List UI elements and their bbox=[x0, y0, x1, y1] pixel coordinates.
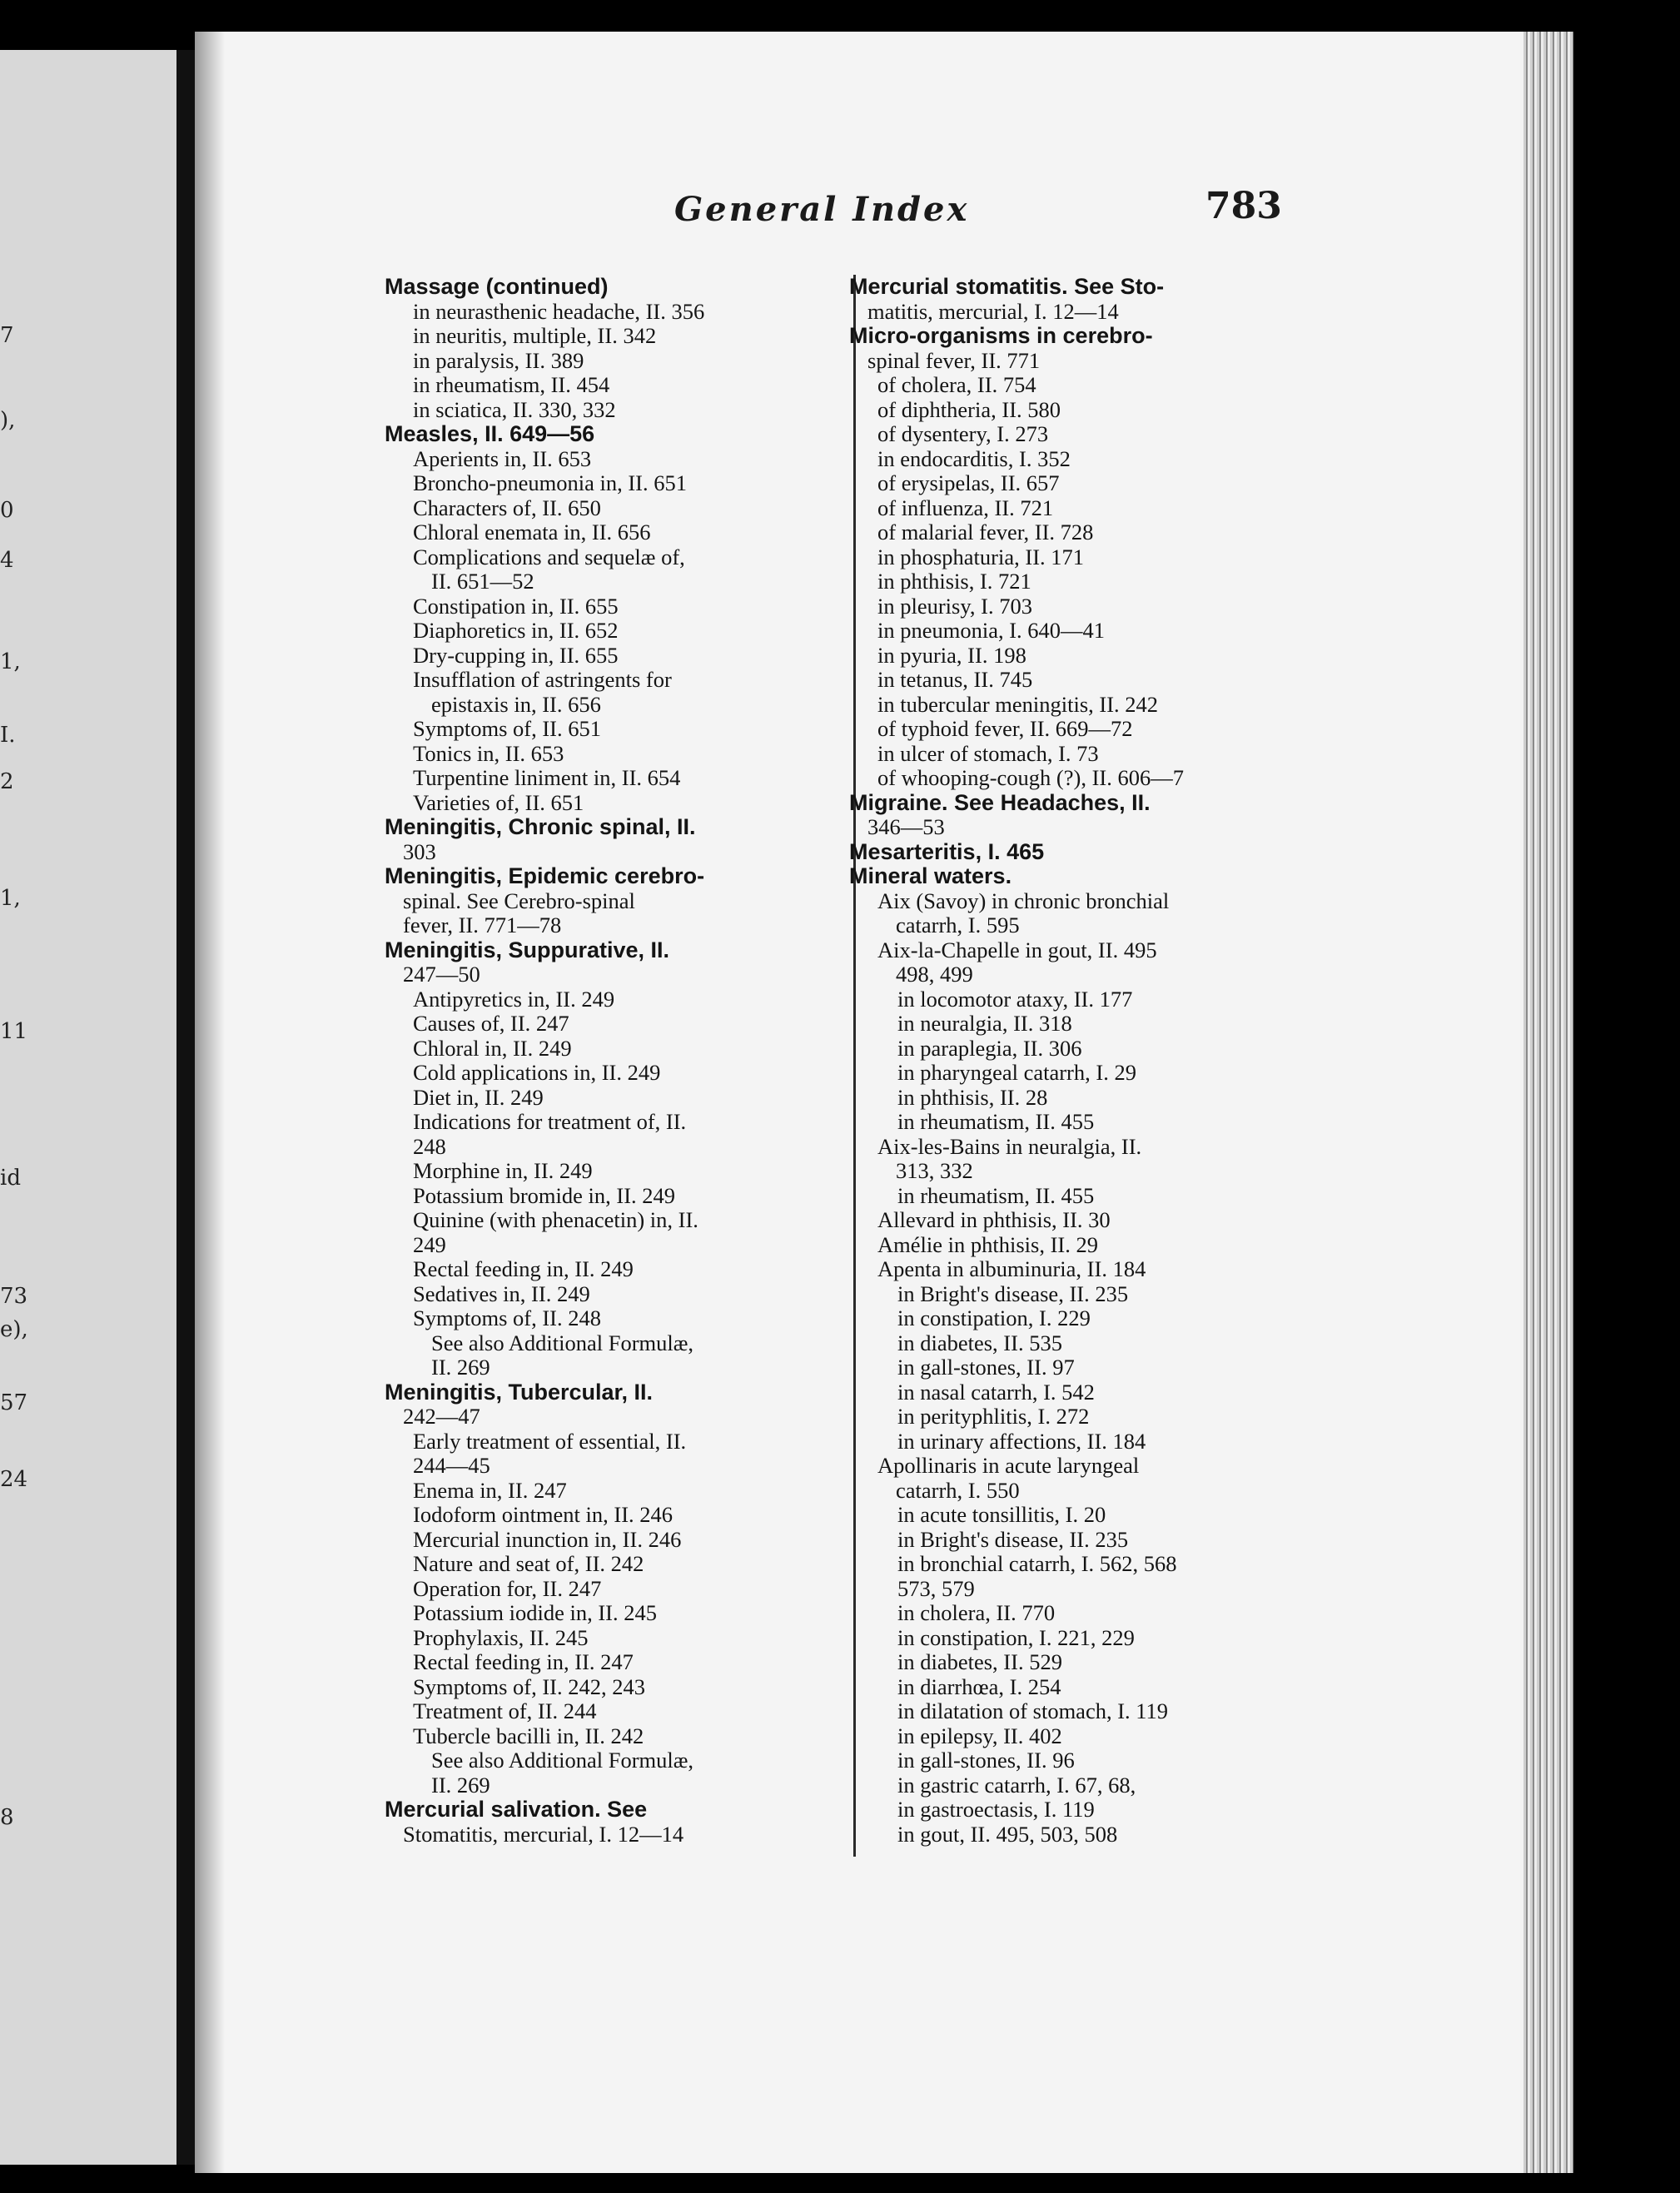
index-entry: Symptoms of, II. 651 bbox=[413, 716, 601, 741]
index-entry: of cholera, II. 754 bbox=[877, 372, 1036, 397]
index-entry: Potassium bromide in, II. 249 bbox=[413, 1182, 676, 1208]
index-entry: Causes of, II. 247 bbox=[413, 1011, 569, 1036]
index-entry: in neurasthenic headache, II. 356 bbox=[413, 298, 705, 324]
index-entry: 346—53 bbox=[867, 814, 945, 839]
index-entry: in epilepsy, II. 402 bbox=[897, 1723, 1062, 1748]
index-entry: Aperients in, II. 653 bbox=[413, 445, 592, 471]
index-entry: in gastroectasis, I. 119 bbox=[897, 1797, 1095, 1822]
index-entry: in paraplegia, II. 306 bbox=[897, 1035, 1082, 1061]
index-heading: Migraine. See Headaches, II. bbox=[849, 789, 1151, 815]
facing-page-fragment: 7 bbox=[0, 323, 14, 348]
page-number: 783 bbox=[1205, 185, 1282, 227]
index-entry: Rectal feeding in, II. 249 bbox=[413, 1256, 634, 1281]
index-entry: Sedatives in, II. 249 bbox=[413, 1280, 590, 1306]
index-heading: Massage (continued) bbox=[385, 274, 609, 299]
index-entry: 247—50 bbox=[403, 962, 480, 987]
index-entry: Allevard in phthisis, II. 30 bbox=[877, 1207, 1111, 1232]
index-entry: II. 651—52 bbox=[431, 569, 534, 594]
index-heading: Meningitis, Suppurative, II. bbox=[385, 937, 670, 962]
index-entry: of typhoid fever, II. 669—72 bbox=[877, 716, 1133, 741]
index-entry: spinal fever, II. 771 bbox=[867, 347, 1041, 373]
index-entry: Varieties of, II. 651 bbox=[413, 789, 584, 815]
index-entry: Cold applications in, II. 249 bbox=[413, 1060, 661, 1085]
index-entry: in rheumatism, II. 454 bbox=[413, 372, 610, 397]
index-entry: in locomotor ataxy, II. 177 bbox=[897, 986, 1133, 1012]
index-entry: II. 269 bbox=[431, 1355, 490, 1380]
index-entry: 248 bbox=[413, 1133, 446, 1159]
index-heading: Measles, II. 649—56 bbox=[385, 421, 595, 446]
index-entry: Insufflation of astringents for bbox=[413, 667, 672, 692]
index-entry: fever, II. 771—78 bbox=[403, 913, 562, 937]
index-entry: in sciatica, II. 330, 332 bbox=[413, 396, 616, 422]
index-entry: in neuritis, multiple, II. 342 bbox=[413, 323, 657, 348]
index-entry: in pleurisy, I. 703 bbox=[877, 593, 1032, 619]
index-entry: in gall-stones, II. 96 bbox=[897, 1748, 1075, 1773]
page-edges bbox=[1523, 32, 1573, 2173]
index-entry: Symptoms of, II. 242, 243 bbox=[413, 1673, 645, 1699]
index-heading: Mesarteritis, I. 465 bbox=[849, 838, 1045, 864]
index-entry: Iodoform ointment in, II. 246 bbox=[413, 1502, 673, 1527]
index-entry: in ulcer of stomach, I. 73 bbox=[877, 740, 1099, 766]
index-entry: Amélie in phthisis, II. 29 bbox=[877, 1231, 1098, 1257]
index-heading: Mercurial salivation. See bbox=[385, 1797, 648, 1822]
facing-page-fragment: ), bbox=[0, 408, 16, 433]
index-heading: Micro-organisms in cerebro- bbox=[849, 323, 1153, 348]
index-entry: 244—45 bbox=[413, 1453, 490, 1478]
index-heading: Mineral waters. bbox=[849, 863, 1012, 888]
index-entry: spinal. See Cerebro-spinal bbox=[403, 888, 635, 913]
index-entry: Chloral enemata in, II. 656 bbox=[413, 520, 651, 545]
index-entry: in Bright's disease, II. 235 bbox=[897, 1280, 1129, 1306]
index-entry: Indications for treatment of, II. bbox=[413, 1109, 687, 1134]
index-entry: 498, 499 bbox=[896, 962, 973, 987]
index-entry: in phosphaturia, II. 171 bbox=[877, 544, 1085, 569]
facing-page-fragment: 73 bbox=[0, 1284, 28, 1309]
index-entry: Apenta in albuminuria, II. 184 bbox=[877, 1256, 1146, 1281]
index-entry: in gall-stones, II. 97 bbox=[897, 1355, 1075, 1380]
index-entry: Diaphoretics in, II. 652 bbox=[413, 618, 619, 643]
index-entry: Aix (Savoy) in chronic bronchial bbox=[877, 888, 1170, 913]
facing-page bbox=[0, 50, 193, 2165]
index-entry: in gout, II. 495, 503, 508 bbox=[897, 1821, 1118, 1847]
facing-page-fragment: e), bbox=[0, 1317, 28, 1342]
facing-page-fragment: 1, bbox=[0, 886, 21, 911]
index-heading: Meningitis, Epidemic cerebro- bbox=[385, 863, 705, 888]
index-entry: Morphine in, II. 249 bbox=[413, 1158, 593, 1183]
index-heading: Meningitis, Chronic spinal, II. bbox=[385, 814, 696, 839]
index-entry: See also Additional Formulæ, bbox=[431, 1748, 694, 1773]
index-entry: in phthisis, II. 28 bbox=[897, 1084, 1048, 1110]
index-entry: 573, 579 bbox=[897, 1575, 975, 1601]
index-entry: Potassium iodide in, II. 245 bbox=[413, 1600, 657, 1625]
index-heading: Meningitis, Tubercular, II. bbox=[385, 1379, 654, 1405]
index-entry: Diet in, II. 249 bbox=[413, 1084, 544, 1110]
facing-page-fragment: 11 bbox=[0, 1019, 28, 1044]
index-entry: in endocarditis, I. 352 bbox=[877, 445, 1071, 471]
index-entry: See also Additional Formulæ, bbox=[431, 1330, 694, 1355]
facing-page-fragment: I. bbox=[0, 723, 16, 748]
index-entry: in gastric catarrh, I. 67, 68, bbox=[897, 1772, 1136, 1798]
facing-page-fragment: 0 bbox=[0, 498, 14, 523]
index-entry: matitis, mercurial, I. 12—14 bbox=[867, 298, 1119, 324]
index-entry: Prophylaxis, II. 245 bbox=[413, 1624, 589, 1650]
facing-page-fragment: 57 bbox=[0, 1390, 28, 1415]
index-entry: in nasal catarrh, I. 542 bbox=[897, 1379, 1095, 1405]
index-entry: 249 bbox=[413, 1231, 446, 1257]
index-entry: Chloral in, II. 249 bbox=[413, 1035, 572, 1061]
index-column-right bbox=[849, 275, 1315, 1847]
index-entry: epistaxis in, II. 656 bbox=[431, 691, 601, 717]
index-entry: in constipation, I. 221, 229 bbox=[897, 1624, 1135, 1650]
index-entry: in rheumatism, II. 455 bbox=[897, 1109, 1095, 1134]
index-entry: of influenza, II. 721 bbox=[877, 495, 1054, 520]
index-entry: Characters of, II. 650 bbox=[413, 495, 601, 520]
index-entry: in diarrhœa, I. 254 bbox=[897, 1673, 1061, 1699]
facing-page-fragment: 8 bbox=[0, 1805, 14, 1830]
index-entry: in diabetes, II. 529 bbox=[897, 1649, 1062, 1674]
running-head: General Index bbox=[674, 190, 970, 229]
index-entry: in constipation, I. 229 bbox=[897, 1305, 1091, 1330]
index-entry: Mercurial inunction in, II. 246 bbox=[413, 1526, 682, 1552]
index-entry: in pyuria, II. 198 bbox=[877, 642, 1026, 668]
index-entry: Tonics in, II. 653 bbox=[413, 740, 564, 766]
index-entry: 242—47 bbox=[403, 1404, 480, 1429]
facing-page-edge bbox=[176, 50, 195, 2165]
facing-page-fragment: id bbox=[0, 1166, 21, 1191]
index-entry: Quinine (with phenacetin) in, II. bbox=[413, 1207, 698, 1232]
index-entry: in tubercular meningitis, II. 242 bbox=[877, 691, 1159, 717]
index-entry: Rectal feeding in, II. 247 bbox=[413, 1649, 634, 1674]
index-entry: in phthisis, I. 721 bbox=[877, 569, 1031, 594]
index-entry: Treatment of, II. 244 bbox=[413, 1698, 597, 1723]
index-entry: 303 bbox=[403, 838, 436, 864]
index-entry: in paralysis, II. 389 bbox=[413, 347, 584, 373]
facing-page-fragment: 1, bbox=[0, 649, 21, 674]
index-entry: of malarial fever, II. 728 bbox=[877, 520, 1094, 545]
index-entry: of diphtheria, II. 580 bbox=[877, 396, 1061, 422]
index-entry: Constipation in, II. 655 bbox=[413, 593, 619, 619]
facing-page-fragment: 2 bbox=[0, 769, 14, 794]
index-entry: in pharyngeal catarrh, I. 29 bbox=[897, 1060, 1136, 1085]
index-entry: in cholera, II. 770 bbox=[897, 1600, 1056, 1625]
facing-page-fragment: 4 bbox=[0, 548, 14, 573]
index-entry: Aix-la-Chapelle in gout, II. 495 bbox=[877, 937, 1157, 962]
gutter-shadow bbox=[195, 32, 225, 2173]
index-heading: Mercurial stomatitis. See Sto- bbox=[849, 274, 1165, 299]
index-entry: 313, 332 bbox=[896, 1158, 973, 1183]
index-entry: in neuralgia, II. 318 bbox=[897, 1011, 1072, 1036]
index-entry: of erysipelas, II. 657 bbox=[877, 470, 1060, 495]
index-entry: Early treatment of essential, II. bbox=[413, 1428, 687, 1454]
index-entry: catarrh, I. 550 bbox=[896, 1477, 1020, 1503]
index-entry: of dysentery, I. 273 bbox=[877, 421, 1049, 446]
index-entry: Antipyretics in, II. 249 bbox=[413, 986, 615, 1012]
index-entry: of whooping-cough (?), II. 606—7 bbox=[877, 765, 1184, 790]
index-entry: Nature and seat of, II. 242 bbox=[413, 1551, 644, 1576]
index-entry: Broncho-pneumonia in, II. 651 bbox=[413, 470, 687, 495]
index-column-left bbox=[385, 275, 834, 1847]
index-entry: Complications and sequelæ of, bbox=[413, 544, 685, 569]
index-entry: Symptoms of, II. 248 bbox=[413, 1305, 601, 1330]
index-entry: Turpentine liniment in, II. 654 bbox=[413, 765, 681, 790]
index-entry: in rheumatism, II. 455 bbox=[897, 1182, 1095, 1208]
facing-page-fragment: 24 bbox=[0, 1467, 28, 1492]
index-entry: in acute tonsillitis, I. 20 bbox=[897, 1502, 1106, 1527]
index-entry: in perityphlitis, I. 272 bbox=[897, 1404, 1090, 1429]
index-entry: II. 269 bbox=[431, 1772, 490, 1798]
index-entry: in tetanus, II. 745 bbox=[877, 667, 1033, 692]
index-entry: Apollinaris in acute laryngeal bbox=[877, 1453, 1140, 1478]
index-entry: in dilatation of stomach, I. 119 bbox=[897, 1698, 1169, 1723]
index-entry: in pneumonia, I. 640—41 bbox=[877, 618, 1106, 643]
index-entry: Tubercle bacilli in, II. 242 bbox=[413, 1723, 644, 1748]
index-entry: Dry-cupping in, II. 655 bbox=[413, 642, 619, 668]
index-entry: Stomatitis, mercurial, I. 12—14 bbox=[403, 1821, 684, 1847]
index-entry: Operation for, II. 247 bbox=[413, 1575, 602, 1601]
index-entry: in bronchial catarrh, I. 562, 568 bbox=[897, 1551, 1177, 1576]
index-entry: in diabetes, II. 535 bbox=[897, 1330, 1062, 1355]
index-entry: Enema in, II. 247 bbox=[413, 1477, 567, 1503]
index-entry: in urinary affections, II. 184 bbox=[897, 1428, 1146, 1454]
index-entry: Aix-les-Bains in neuralgia, II. bbox=[877, 1133, 1142, 1159]
index-entry: catarrh, I. 595 bbox=[896, 913, 1020, 937]
index-entry: in Bright's disease, II. 235 bbox=[897, 1526, 1129, 1552]
